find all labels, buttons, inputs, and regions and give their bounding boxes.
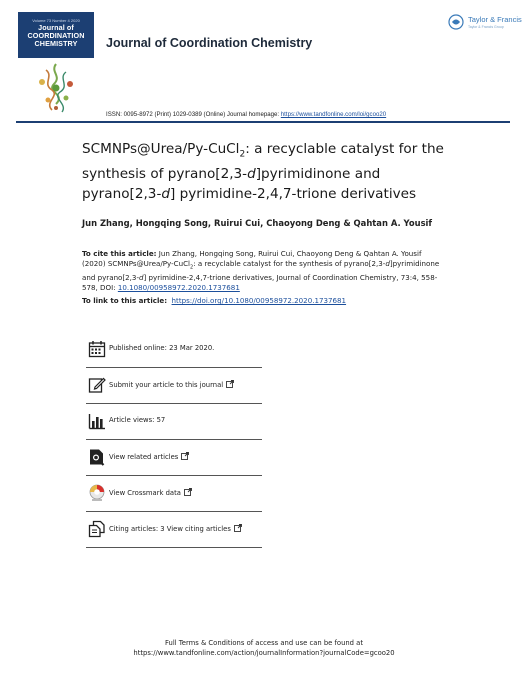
cover-title: Journal of COORDINATION CHEMISTRY xyxy=(27,23,85,48)
submit-article-row[interactable] xyxy=(86,367,262,403)
issn-line xyxy=(106,111,386,118)
publisher-name: Taylor & Francis xyxy=(468,15,522,24)
footer-url[interactable]: https://www.tandfonline.com/action/journalInformation?journalCode=gcoo20 xyxy=(133,649,395,657)
crossmark-row[interactable] xyxy=(86,475,262,511)
cover-banner xyxy=(18,12,94,58)
submit-article-link[interactable]: Submit your article to this journal xyxy=(109,380,234,389)
row-divider xyxy=(86,547,262,548)
citing-articles-icon xyxy=(88,520,106,538)
publisher-logo[interactable] xyxy=(448,14,522,34)
molecule-illustration xyxy=(32,62,80,114)
published-online-text: Published online: 23 Mar 2020. xyxy=(109,344,215,352)
header-divider xyxy=(16,121,510,123)
cite-label: To cite this article: xyxy=(82,249,157,258)
citation-block: To cite this article: Jun Zhang, Hongqing Song, Ruirui Cui, Chaoyong Deng & Qahtan A. Yousif (2020) SCMNPs@Urea/Py-CuCl$_2$: a recyclable catalyst for the synthesis of pyrano[2,3-d]pyrimidinone and pyrano[2,3-d] pyrimidine-2,4,7-trione derivatives, Journal of Coordination Chemistry, 73:4, 558-578, DOI: 10.1080/00958972.2020.1737681 xyxy=(82,249,440,293)
related-articles-row[interactable] xyxy=(86,439,262,475)
article-views-text: Article views: 57 xyxy=(109,416,166,424)
journal-cover xyxy=(18,12,94,116)
issn-text: ISSN: 0095-8972 (Print) 1029-0389 (Online) Journal homepage: xyxy=(106,111,281,118)
edit-icon xyxy=(88,376,106,394)
external-link-icon xyxy=(234,524,242,532)
calendar-icon xyxy=(88,340,106,358)
journal-name[interactable]: Journal of Coordination Chemistry xyxy=(106,36,313,50)
cover-volume: Volume 73 Number 4 2020 xyxy=(32,18,80,23)
article-authors: Jun Zhang, Hongqing Song, Ruirui Cui, Chaoyong Deng & Qahtan A. Yousif xyxy=(82,218,433,228)
crossmark-link[interactable]: View Crossmark data xyxy=(109,488,192,497)
published-online-row xyxy=(86,331,262,367)
footer-terms: Full Terms & Conditions of access and use can be found at xyxy=(165,639,363,647)
citing-articles-link[interactable]: Citing articles: 3 View citing articles xyxy=(109,524,242,533)
link-line xyxy=(82,296,346,305)
article-title: SCMNPs@Urea/Py-CuCl$_2$: a recyclable catalyst for the synthesis of pyrano[2,3-d]pyrimidinone and pyrano[2,3-d] pyrimidine-2,4,7-trione derivatives xyxy=(82,141,444,202)
publisher-emblem-icon xyxy=(448,14,464,30)
related-articles-link[interactable]: View related articles xyxy=(109,452,189,461)
external-link-icon xyxy=(184,488,192,496)
article-views-row xyxy=(86,403,262,439)
bar-chart-icon xyxy=(88,412,106,430)
doi-link[interactable]: 10.1080/00958972.2020.1737681 xyxy=(117,283,240,293)
link-label: To link to this article: xyxy=(82,296,168,305)
publisher-subtitle: Taylor & Francis Group xyxy=(468,25,504,29)
external-link-icon xyxy=(181,452,189,460)
citing-articles-row[interactable] xyxy=(86,511,262,547)
external-link-icon xyxy=(226,380,234,388)
crossmark-icon xyxy=(88,484,106,502)
search-document-icon xyxy=(88,448,106,466)
homepage-link[interactable]: https://www.tandfonline.com/loi/gcoo20 xyxy=(280,111,387,118)
article-doi-url[interactable]: https://doi.org/10.1080/00958972.2020.1737681 xyxy=(171,296,347,305)
